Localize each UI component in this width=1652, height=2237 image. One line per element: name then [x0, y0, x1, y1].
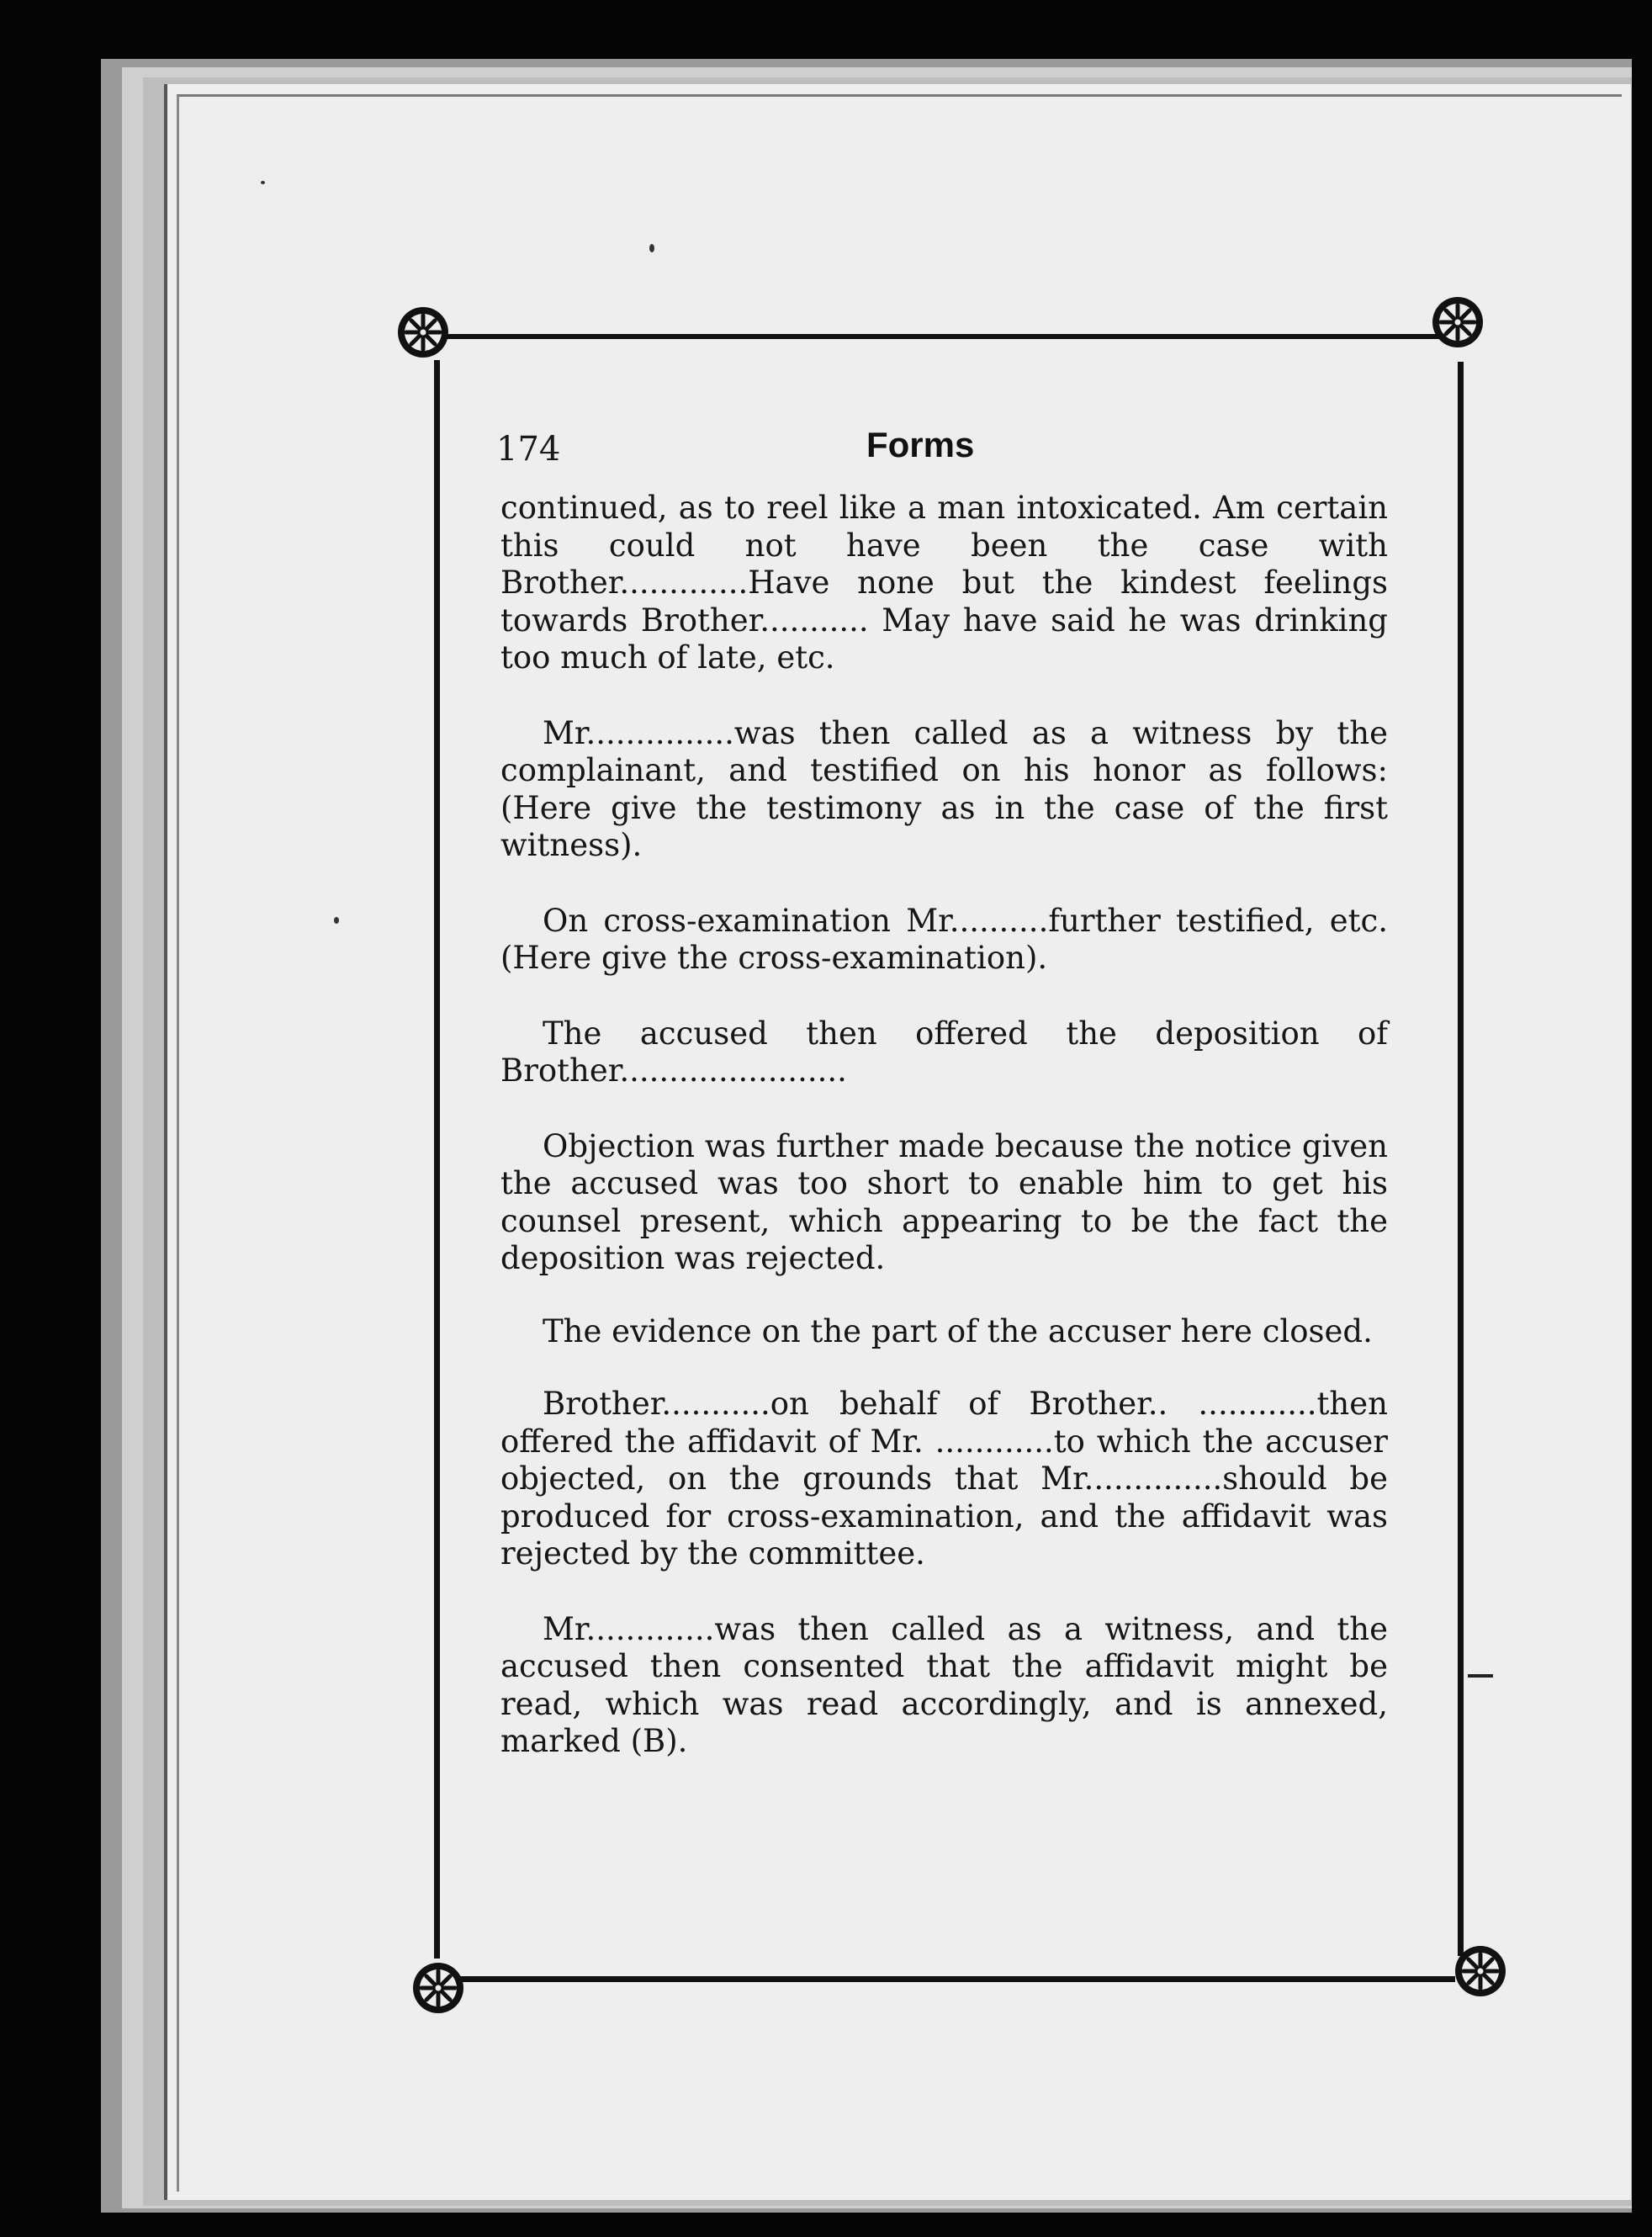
paragraph: Brother...........on behalf of Brother.. ............then offered the affidavit of Mr. ............to which the accuser objected, on the grounds that Mr..............should be produced for cross-examination, and the affidavit was rejected by the committee.	[500, 1386, 1388, 1572]
paragraph: Mr.............was then called as a witness, and the accused then consented that the affidavit might be read, which was read accordingly, and is annexed, marked (B).	[500, 1610, 1388, 1759]
frame-bottom-rule	[433, 1976, 1455, 1982]
paragraph: continued, as to reel like a man intoxicated. Am certain this could not have been the case with Brother.............Have none but the kindest feelings towards Brother........... May have said he was drinking too much of late, etc.	[500, 490, 1388, 676]
rosette-ornament-icon	[410, 1960, 466, 2016]
rosette-ornament-icon	[1430, 294, 1485, 350]
rosette-ornament-icon	[395, 305, 451, 360]
margin-mark	[1468, 1674, 1493, 1678]
frame-top-rule	[433, 334, 1455, 339]
paragraph: On cross-examination Mr..........further testified, etc. (Here give the cross-examination).	[500, 902, 1388, 976]
paragraph: Objection was further made because the notice given the accused was too short to enable him to get his counsel present, which appearing to be the fact the deposition was rejected.	[500, 1127, 1388, 1276]
dust-speck	[261, 181, 265, 184]
page-number: 174	[496, 430, 561, 469]
paragraph: The evidence on the part of the accuser here closed.	[543, 1312, 1373, 1349]
paragraph: The accused then offered the deposition of Brother.......................	[500, 1015, 1388, 1089]
frame-left-rule	[434, 360, 440, 1959]
paragraph: Mr...............was then called as a witness by the complainant, and testified on his honor as follows: (Here give the testimony as in the case of the first witness).	[500, 714, 1388, 863]
page-header	[496, 425, 1388, 475]
dust-speck	[334, 917, 339, 924]
frame-right-rule	[1458, 362, 1464, 1956]
dust-speck	[649, 244, 654, 252]
running-head: Forms	[866, 425, 975, 464]
rosette-ornament-icon	[1453, 1943, 1508, 1999]
page-body	[500, 490, 1388, 1761]
